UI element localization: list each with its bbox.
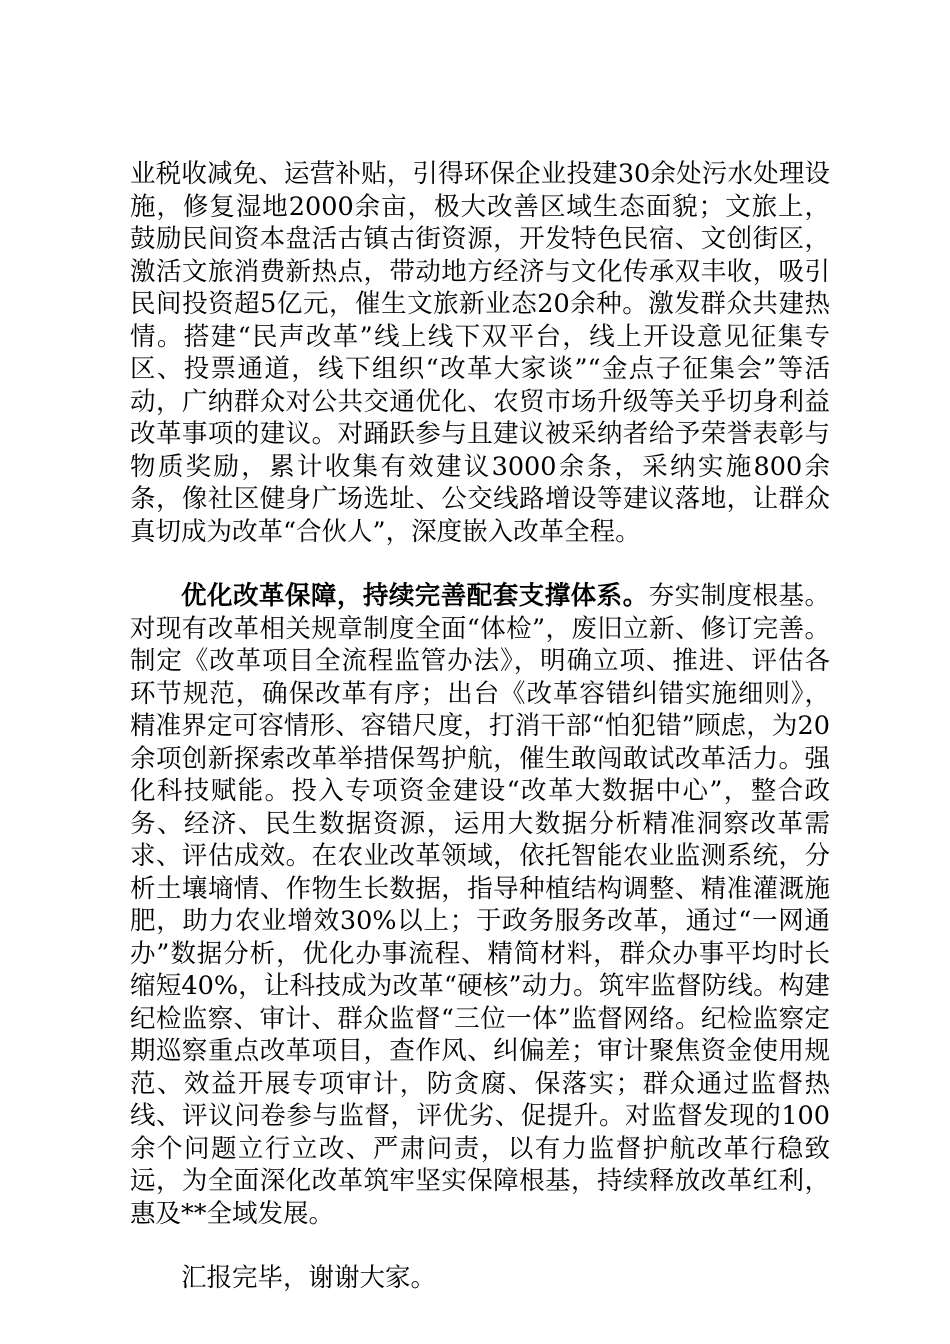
paragraph-closing: 汇报完毕，谢谢大家。 [181, 1263, 437, 1293]
paragraph-body: 夯实制度根基。对现有改革相关规章制度全面“体检”，废旧立新、修订完善。制定《改革项目全流程监管办法》，明确立项、推进、评估各环节规范，确保改革有序；出台《改革容错纠错实施细则》，精准界定可容情形、容错尺度，打消干部“怕犯错”顾虑，为20余项创新探索改革举措保驾护航，催生敢闯敢试改革活力。强化科技赋能。投入专项资金建设“改革大数据中心”，整合政务、经济、民生数据资源，运用大数据分析精准洞察改革需求、评估成效。在农业改革领域，依托智能农业监测系统，分析土壤墒情、作物生长数据，指导种植结构调整、精准灌溉施肥，助力农业增效30%以上；于政务服务改革，通过“一网通办”数据分析，优化办事流程、精简材料，群众办事平均时长缩短40%，让科技成为改革“硬核”动力。筑牢监督防线。构建纪检监察、审计、群众监督“三位一体”监督网络。纪检监察定期巡察重点改革项目，查作风、纠偏差；审计聚焦资金使用规范、效益开展专项审计，防贪腐、保落实；群众通过监督热线、评议问卷参与监督，评优劣、促提升。对监督发现的100余个问题立行立改、严肃问责，以有力监督护航改革行稳致远，为全面深化改革筑牢坚实保障根基，持续释放改革红利，惠及**全域发展。 [130, 581, 830, 1229]
paragraph-spacer [130, 1230, 830, 1262]
paragraph-continued: 业税收减免、运营补贴，引得环保企业投建30余处污水处理设施，修复湿地2000余亩，极大改善区域生态面貌；文旅上，鼓励民间资本盘活古镇古街资源，开发特色民宿、文创街区，激活文旅消费新热点，带动地方经济与文化传承双丰收，吸引民间投资超5亿元，催生文旅新业态20余种。激发群众共建热情。搭建“民声改革”线上线下双平台，线上开设意见征集专区、投票通道，线下组织“改革大家谈”“金点子征集会”等活动，广纳群众对公共交通优化、农贸市场升级等关乎切身利益改革事项的建议。对踊跃参与且建议被采纳者给予荣誉表彰与物质奖励，累计收集有效建议3000余条，采纳实施800余条，像社区健身广场选址、公交线路增设等建议落地，让群众真切成为改革“合伙人”，深度嵌入改革全程。 [130, 159, 830, 547]
paragraph-heading: 优化改革保障，持续完善配套支撑体系。 [181, 581, 649, 611]
document-page [130, 158, 830, 1295]
paragraph-spacer [130, 548, 830, 580]
paragraph-guarantee [130, 580, 830, 1230]
